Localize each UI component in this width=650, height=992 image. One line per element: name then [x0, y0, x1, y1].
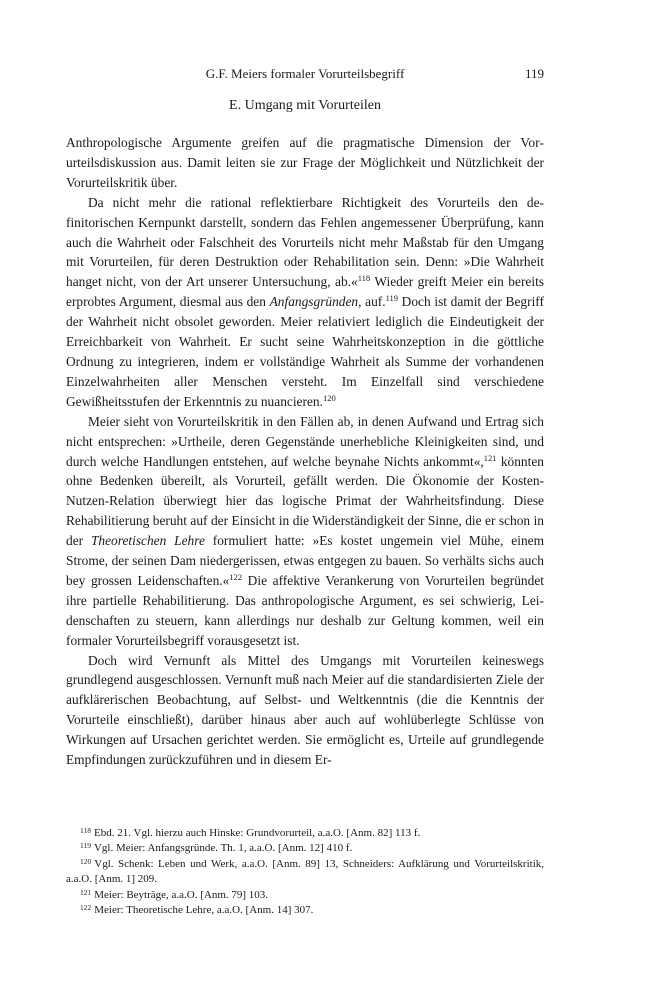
footnote-number: 120 [80, 856, 92, 866]
text-run: könnten ohne Bedenken übereilt, als Vorurteil, gefällt werden. Die Ökonomie der Kosten-Nutzen-Relation überwiegt hier das logische Primat der Wahrheitsfindung. Diese Rehabilitierung beruht auf der Einsicht in die Widerständigkeit der Sinne, die er schon in der [66, 453, 544, 549]
section-heading: E. Umgang mit Vorurteilen [229, 98, 381, 113]
footnote [66, 826, 544, 841]
text-run: formuliert hatte: »Es kostet ungemein viel Mühe, einem Strome, der seinen Dam niedergerissen, etwas entgegen zu bauen. So verhälts sichs auch bey grossen Leidenschaften.« [66, 533, 544, 588]
footnote-text: Meier: Theoretische Lehre, a.a.O. [Anm. 14] 307. [94, 904, 314, 917]
text-run: Anthropologische Argumente greifen auf die pragmatische Dimension der Vorurteilsdiskussion aus. Damit leiten sie zur Frage der Möglichkeit und Nützlichkeit der Vorurteilskritik über. [66, 135, 544, 190]
text-run: Die affektive Verankerung von Vorurteilen begründet ihre partielle Rehabilitierung. Das anthropologische Argument, es sei schwierig, Leidenschaften zu steuern, kann allerdings nur deshalb zur Geltung kommen, weil ein formaler Vorurteilsbegriff vorausgesetzt ist. [66, 572, 544, 648]
footnote-reference: 120 [322, 392, 336, 403]
running-title: G.F. Meiers formaler Vorurteilsbegriff [205, 66, 405, 81]
footnote-reference: 119 [385, 293, 399, 304]
footnotes [66, 826, 544, 918]
text-run: Da nicht mehr die rational reflektierbare Richtigkeit des Vorurteils den definitorischen Kernpunkt darstellt, sondern das Fehlen angemessener Überprüfung, kann auch die Wahrheit oder Falschheit des Vorurteils nicht mehr Maßstab für den Umgang mit Vorurteilen, für deren Destruktion oder Rehabilitation sein. Denn: »Die Wahrheit hanget nicht, von der Art unserer Untersuchung, ab.« [66, 194, 544, 290]
italic-title: Anfangsgründen [269, 294, 359, 310]
page-number: 119 [524, 66, 544, 81]
footnote-reference: 122 [229, 571, 243, 582]
body-paragraph [66, 412, 544, 651]
text-run: , auf. [358, 294, 386, 310]
footnote-text: Ebd. 21. Vgl. hierzu auch Hinske: Grundvorurteil, a.a.O. [Anm. 82] 113 f. [93, 827, 421, 839]
footnote-reference: 121 [483, 452, 497, 463]
text-run: Doch ist damit der Begriff der Wahrheit nicht obsolet geworden. Meier relativiert lediglich die Eindeutigkeit der Erreichbarkeit von Wahrheit. Er sucht seine Wahrheitskonzeption in die göttliche Ordnung zu integrieren, indem er vollständige Wahrheit als Summe der vorhandenen Einzelwahrheiten aller Menschen versteht. Im Einzelfall sind verschiedene Gewißheitsstufen der Erkenntnis zu nuancieren. [66, 294, 544, 409]
footnote [66, 857, 544, 888]
footnote-text: Meier: Beyträge, a.a.O. [Anm. 79] 103. [94, 888, 269, 901]
body-text [66, 133, 544, 770]
footnote-text: Vgl. Schenk: Leben und Werk, a.a.O. [Anm. 89] 13, Schneiders: Aufklärung und Vorurteilskritik, a.a.O. [Anm. 1] 209. [66, 857, 544, 886]
footnote-number: 122 [80, 903, 92, 913]
body-paragraph [66, 193, 544, 412]
footnote-number: 118 [80, 826, 91, 835]
italic-title: Theoretischen Lehre [90, 533, 205, 549]
footnote [66, 888, 544, 903]
footnote-number: 121 [80, 887, 92, 897]
footnote-text: Vgl. Meier: Anfangsgründe. Th. 1, a.a.O. [Anm. 12] 410 f. [93, 842, 353, 855]
body-paragraph [66, 651, 544, 770]
footnote [66, 903, 544, 918]
footnote [66, 841, 544, 856]
text-run: Doch wird Vernunft als Mittel des Umgangs mit Vorurteilen keineswegs grundlegend ausgeschlossen. Vernunft muß nach Meier auf die standardisierten Ziele der aufklärerischen Beobachtung, auf Selbst- und Weltkenntnis (die die Kenntnis der Vorurteile einschließt), darüber hinaus aber auch auf wohlüberlegte Schlüsse von Wirkungen auf Ursachen gerichtet werden. Sie ermöglicht es, Urteile auf grundlegende Empfindungen zurückzuführen und in diesem Er- [66, 652, 544, 768]
footnote-reference: 118 [357, 273, 371, 284]
text-run: Wieder greift Meier ein bereits erprobtes Argument, diesmal aus den [66, 274, 544, 310]
footnote-number: 119 [80, 841, 91, 851]
body-paragraph [66, 133, 544, 193]
text-run: Meier sieht von Vorurteilskritik in den Fällen ab, in denen Aufwand und Ertrag sich nicht entsprechen: »Urtheile, deren Gegenstände unerhebliche Kleinigkeiten sind, und durch welche Handlungen entstehen, auf welche beynahe Nichts ankommt«, [66, 413, 544, 469]
page-header [66, 66, 544, 84]
